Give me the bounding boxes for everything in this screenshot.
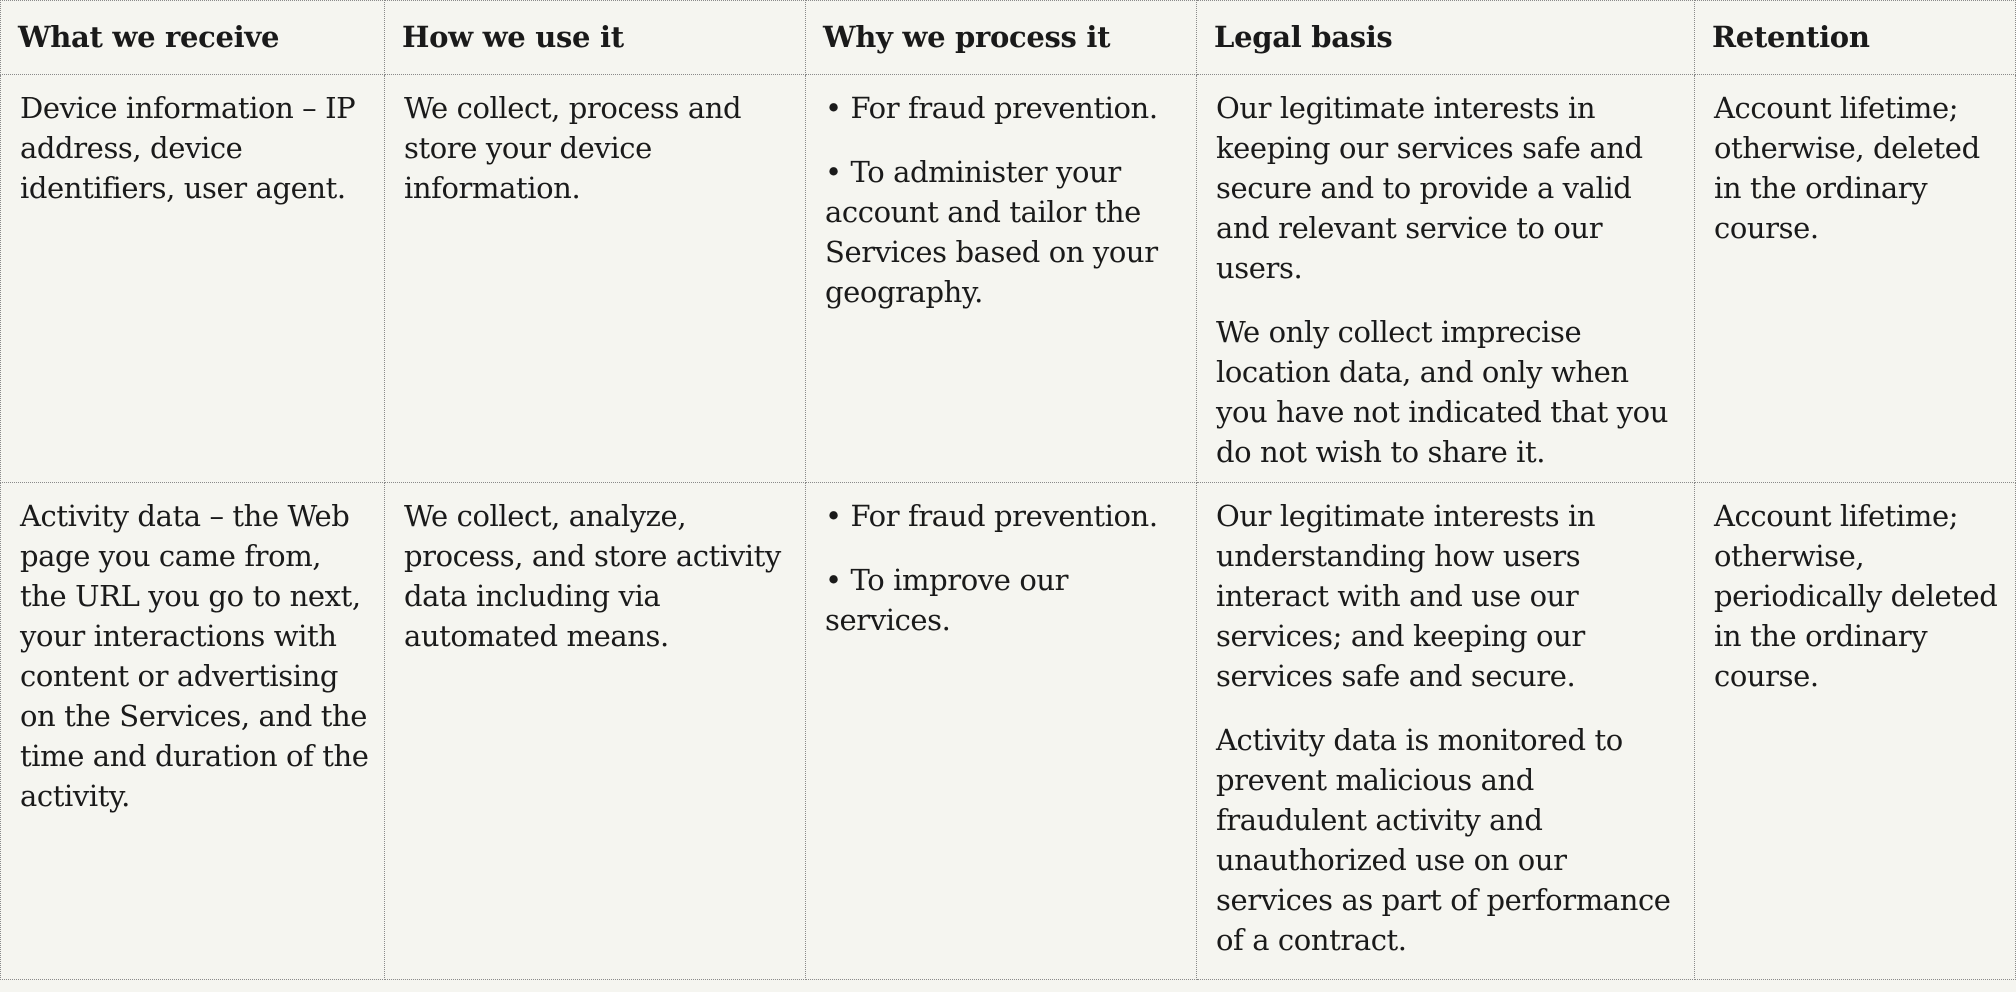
cell-text: Account lifetime; otherwise, periodically deleted in the ordinary course. [1714,499,1998,693]
cell-text: We collect, process and store your device information. [404,91,742,205]
bullet-item: • To administer your account and tailor the Services based on your geography. [825,152,1182,312]
cell-paragraph: Our legitimate interests in understanding how users interact with and use our services; and keeping our services safe and secure. [1216,499,1596,693]
header-retention: Retention [1695,1,2016,75]
cell-text: We collect, analyze, process, and store activity data including via automated means. [404,499,781,653]
cell-why-we-process-it [806,75,1197,483]
bullet-item: • To improve our services. [825,560,1182,640]
cell-how-we-use-it [385,483,806,980]
bullet-item: • For fraud prevention. [825,496,1182,536]
table-row-activity-data [1,483,2016,980]
cell-text: Device information – IP address, device identifiers, user agent. [20,91,356,205]
bullet-item: • For fraud prevention. [825,88,1182,128]
cell-what-we-receive [1,483,385,980]
header-how-we-use-it: How we use it [385,1,806,75]
cell-paragraph: We only collect imprecise location data, and only when you have not indicated that you do not wish to share it. [1216,315,1669,469]
cell-text: Activity data – the Web page you came from, the URL you go to next, your interactions with content or advertising on the Services, and the time and duration of the activity. [20,499,369,813]
cell-why-we-process-it [806,483,1197,980]
cell-retention [1695,483,2016,980]
header-row [1,1,2016,75]
cell-legal-basis [1197,75,1695,483]
cell-paragraph: Activity data is monitored to prevent malicious and fraudulent activity and unauthorized use on our services as part of performance of a contract. [1216,723,1671,957]
cell-legal-basis [1197,483,1695,980]
cell-how-we-use-it [385,75,806,483]
header-what-we-receive: What we receive [1,1,385,75]
header-legal-basis: Legal basis [1197,1,1695,75]
cell-retention [1695,75,2016,483]
cell-paragraph: Our legitimate interests in keeping our services safe and secure and to provide a valid and relevant service to our users. [1216,91,1643,285]
cell-text: Account lifetime; otherwise, deleted in the ordinary course. [1714,91,1980,245]
header-why-we-process-it: Why we process it [806,1,1197,75]
cell-what-we-receive [1,75,385,483]
table-row-device-information [1,75,2016,483]
